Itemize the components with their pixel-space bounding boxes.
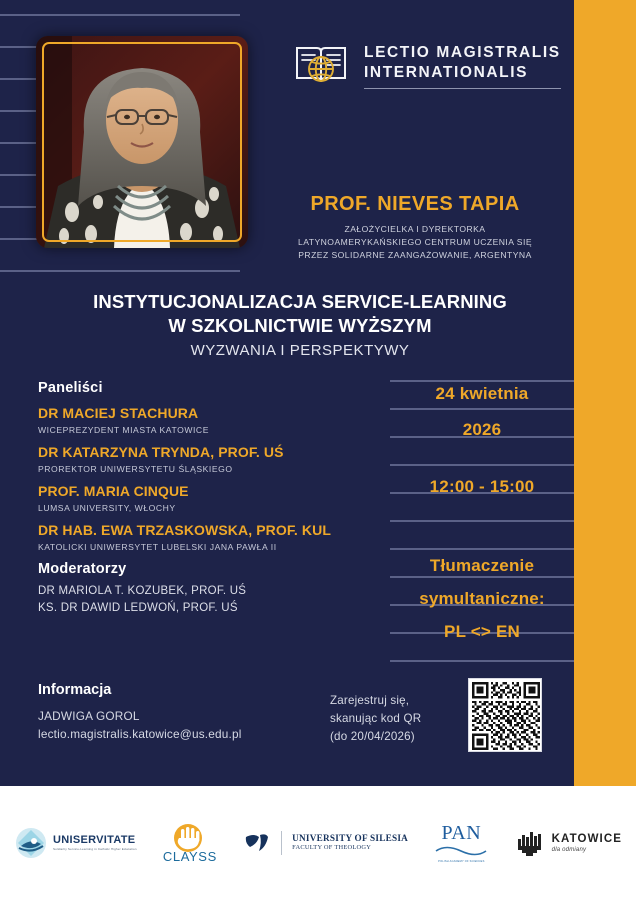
panelist-item: [38, 483, 368, 513]
pan-title: PAN: [441, 822, 482, 844]
moderator-item: DR MARIOLA T. KOZUBEK, PROF. UŚ: [38, 585, 247, 598]
moderators-heading: Moderatorzy: [38, 561, 127, 578]
silesia-title: UNIVERSITY OF SILESIA: [292, 832, 409, 843]
event-title-line-1: INSTYTUCJONALIZACJA SERVICE-LEARNING: [93, 291, 507, 312]
panelist-item: [38, 405, 368, 435]
registration-line-2: skanując kod QR: [330, 711, 422, 725]
gold-accent-bar: [574, 0, 636, 786]
registration-deadline: (do 20/04/2026): [330, 729, 415, 743]
panelist-affiliation: LUMSA UNIVERSITY, WŁOCHY: [38, 503, 176, 514]
logo-uniservitate: [14, 826, 137, 860]
event-title: [26, 290, 574, 359]
panelists-section: [38, 380, 368, 617]
logo-underline: [364, 88, 561, 90]
logo-katowice: [515, 829, 622, 857]
registration-instructions: [330, 692, 450, 746]
speaker-role-line-1: ZAŁOŻYCIELKA I DYREKTORKA: [344, 224, 486, 234]
speaker-portrait: [36, 36, 248, 248]
panelist-name: DR HAB. EWA TRZASKOWSKA, PROF. KUL: [38, 522, 331, 539]
panelist-item: [38, 522, 368, 552]
panelist-name: DR MACIEJ STACHURA: [38, 405, 199, 421]
open-book-globe-icon: [292, 36, 350, 94]
speaker-block: [256, 193, 574, 262]
logo-university-of-silesia: [243, 831, 408, 855]
silesia-mark-icon: [243, 831, 271, 855]
logo-line-2: INTERNATIONALIS: [364, 63, 529, 81]
moderator-item: KS. DR DAWID LEDWOŃ, PROF. UŚ: [38, 601, 238, 614]
logo-pan: [434, 823, 488, 863]
registration-line-1: Zarejestruj się,: [330, 694, 410, 707]
silesia-divider: [281, 831, 282, 855]
event-date-day: 24 kwietnia: [435, 384, 529, 403]
katowice-heart-icon: [515, 829, 547, 857]
logo-line-1: LECTIO MAGISTRALIS: [364, 43, 561, 61]
panelist-affiliation: KATOLICKI UNIWERSYTET LUBELSKI JANA PAWŁA II: [38, 542, 277, 553]
panelist-name: DR KATARZYNA TRYNDA, PROF. UŚ: [38, 444, 284, 461]
information-section: [38, 682, 328, 743]
katowice-subtitle: dla odmiany: [551, 846, 587, 853]
clayss-title: CLAYSS: [162, 848, 217, 864]
event-title-line-2: W SZKOLNICTWIE WYŻSZYM: [168, 315, 432, 337]
katowice-title: KATOWICE: [551, 832, 622, 845]
footer-logos: [0, 786, 636, 900]
silesia-subtitle: FACULTY OF THEOLOGY: [292, 844, 372, 852]
portrait-image: [36, 36, 248, 248]
qr-code-image: [472, 682, 540, 750]
speaker-name: PROF. NIEVES TAPIA: [310, 193, 520, 215]
pan-infinity-icon: [434, 843, 488, 859]
speaker-role-line-2: LATYNOAMERYKAŃSKIEGO CENTRUM UCZENIA SIĘ: [298, 237, 532, 248]
panelist-name: PROF. MARIA CINQUE: [38, 483, 189, 500]
speaker-role-line-3: PRZEZ SOLIDARNE ZAANGAŻOWANIE, ARGENTYNA: [298, 250, 532, 261]
event-subtitle: WYZWANIA I PERSPEKTYWY: [190, 341, 410, 359]
lectio-magistralis-logo: [292, 36, 561, 94]
event-date-year: 2026: [462, 420, 502, 439]
logo-clayss: [163, 823, 217, 864]
interpretation-line-2: symultaniczne:: [419, 589, 545, 608]
contact-name: JADWIGA GOROL: [38, 709, 140, 723]
pan-subtitle: POLISH ACADEMY OF SCIENCES: [438, 860, 485, 863]
qr-code[interactable]: [468, 678, 542, 752]
panelists-heading: Paneliści: [38, 380, 103, 396]
information-heading: Informacja: [38, 682, 112, 698]
uniservitate-icon: [14, 826, 48, 860]
contact-email[interactable]: lectio.magistralis.katowice@us.edu.pl: [38, 726, 242, 741]
event-details-column: [390, 380, 574, 642]
panelist-affiliation: PROREKTOR UNIWERSYTETU ŚLĄSKIEGO: [38, 464, 233, 475]
uniservitate-title: UNISERVITATE: [53, 833, 136, 846]
panelist-item: [38, 444, 368, 474]
panelist-affiliation: WICEPREZYDENT MIASTA KATOWICE: [38, 425, 209, 436]
interpretation-languages: PL <> EN: [444, 622, 520, 641]
interpretation-line-1: Tłumaczenie: [429, 556, 535, 575]
uniservitate-subtitle: Solidarity Service-Learning in Catholic Higher Education: [53, 847, 137, 852]
speaker-role: [256, 223, 574, 262]
event-time: 12:00 - 15:00: [429, 477, 535, 496]
